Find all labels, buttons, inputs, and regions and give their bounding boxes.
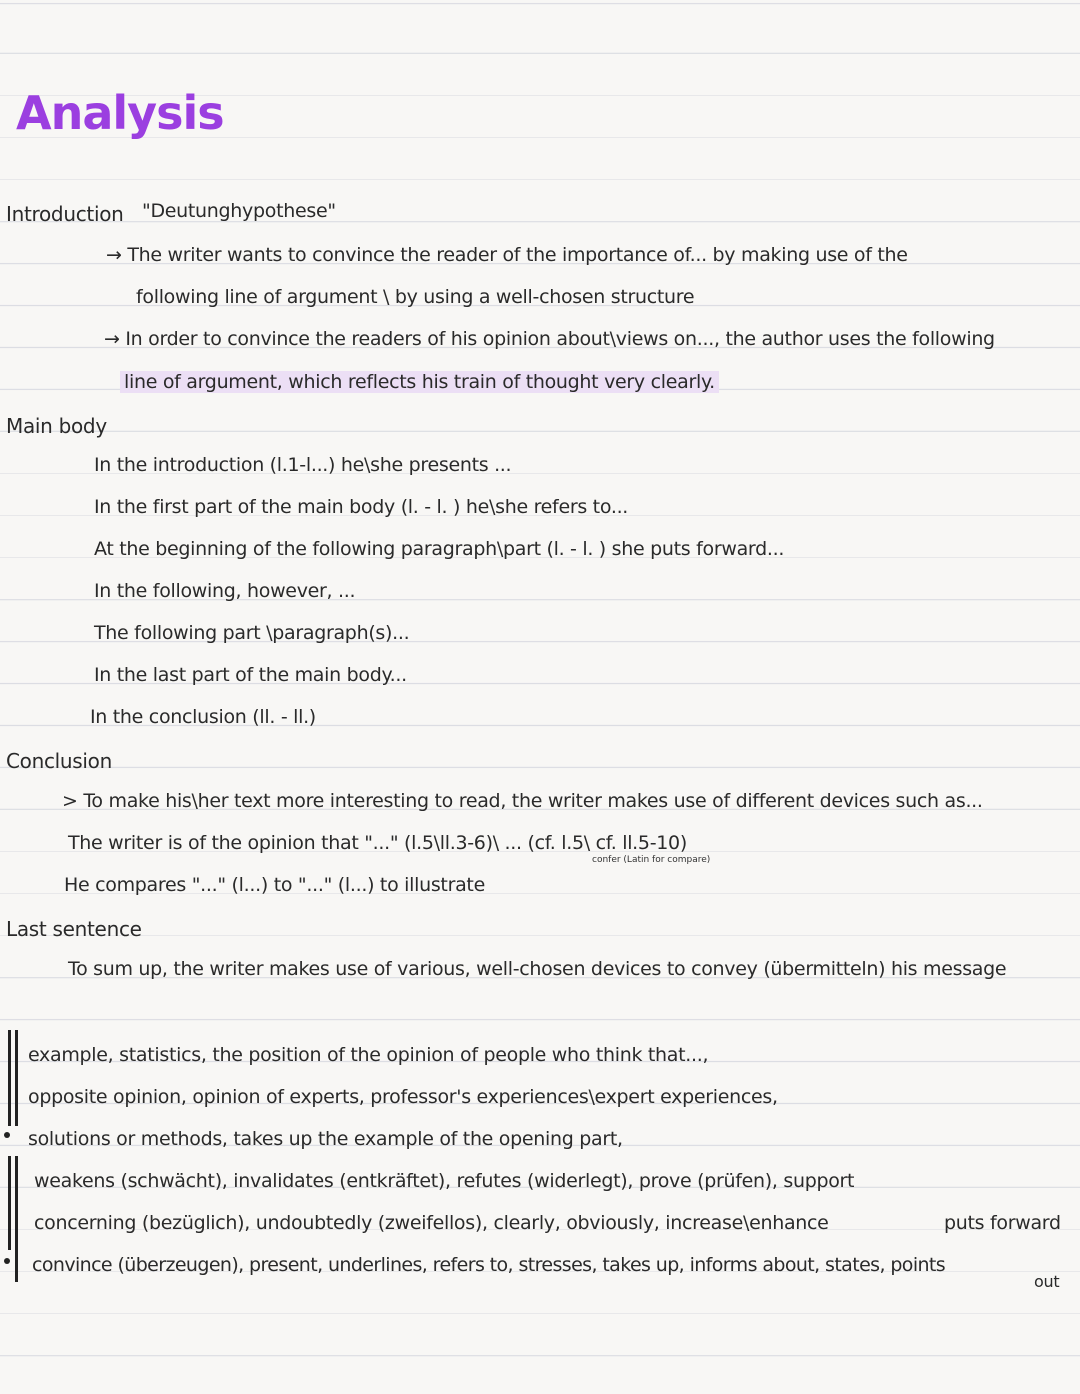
introduction-label: "Deutunghypothese" [142, 200, 336, 222]
introduction-heading: Introduction [6, 202, 124, 226]
margin-bar-right-1 [15, 1030, 18, 1126]
margin-dot-1 [4, 1132, 10, 1138]
main-body-line-4: In the following, however, ... [94, 580, 356, 602]
last-sentence-heading: Last sentence [6, 917, 142, 941]
introduction-line-3: → In order to convince the readers of his opinion about\views on..., the author uses the following [104, 328, 995, 350]
margin-bar-left-2 [8, 1156, 11, 1250]
conclusion-line-1: > To make his\her text more interesting to read, the writer makes use of different devices such as... [62, 790, 983, 812]
main-body-line-1: In the introduction (l.1-l...) he\she presents ... [94, 454, 512, 476]
last-sentence-line: To sum up, the writer makes use of various, well-chosen devices to convey (übermitteln) his message [68, 958, 1007, 980]
vocab-line-4: weakens (schwächt), invalidates (entkräftet), refutes (widerlegt), prove (prüfen), support [34, 1170, 855, 1192]
margin-bar-right-2 [15, 1156, 18, 1282]
vocab-line-5: concerning (bezüglich), undoubtedly (zweifellos), clearly, obviously, increase\enhance [34, 1212, 829, 1234]
conclusion-line-2: The writer is of the opinion that "..." (l.5\ll.3-6)\ ... (cf. l.5\ cf. ll.5-10) [68, 832, 687, 854]
vocab-line-6-out: out [1034, 1272, 1060, 1291]
main-body-line-3: At the beginning of the following paragraph\part (l. - l. ) she puts forward... [94, 538, 785, 560]
margin-bar-left-1 [8, 1030, 11, 1126]
main-body-line-7: In the conclusion (ll. - ll.) [90, 706, 316, 728]
main-body-line-5: The following part \paragraph(s)... [94, 622, 410, 644]
conclusion-heading: Conclusion [6, 749, 112, 773]
vocab-line-5-right: puts forward [944, 1212, 1061, 1234]
introduction-line-4 [120, 371, 719, 393]
highlighted-text: line of argument, which reflects his train of thought very clearly. [120, 371, 719, 393]
page-title: Analysis [16, 86, 224, 140]
vocab-line-6: convince (überzeugen), present, underlines, refers to, stresses, takes up, informs about, states, points [32, 1254, 946, 1276]
confer-note: confer (Latin for compare) [592, 855, 711, 865]
main-body-line-6: In the last part of the main body... [94, 664, 407, 686]
margin-dot-2 [4, 1258, 10, 1264]
vocab-line-1: example, statistics, the position of the opinion of people who think that..., [28, 1044, 709, 1066]
introduction-line-1: → The writer wants to convince the reader of the importance of... by making use of the [106, 244, 908, 266]
vocab-line-2: opposite opinion, opinion of experts, professor's experiences\expert experiences, [28, 1086, 778, 1108]
introduction-line-2: following line of argument \ by using a well-chosen structure [136, 286, 695, 308]
main-body-heading: Main body [6, 414, 107, 438]
main-body-line-2: In the first part of the main body (l. - l. ) he\she refers to... [94, 496, 629, 518]
conclusion-line-3: He compares "..." (l...) to "..." (l...) to illustrate [64, 874, 485, 896]
vocab-line-3: solutions or methods, takes up the example of the opening part, [28, 1128, 623, 1150]
